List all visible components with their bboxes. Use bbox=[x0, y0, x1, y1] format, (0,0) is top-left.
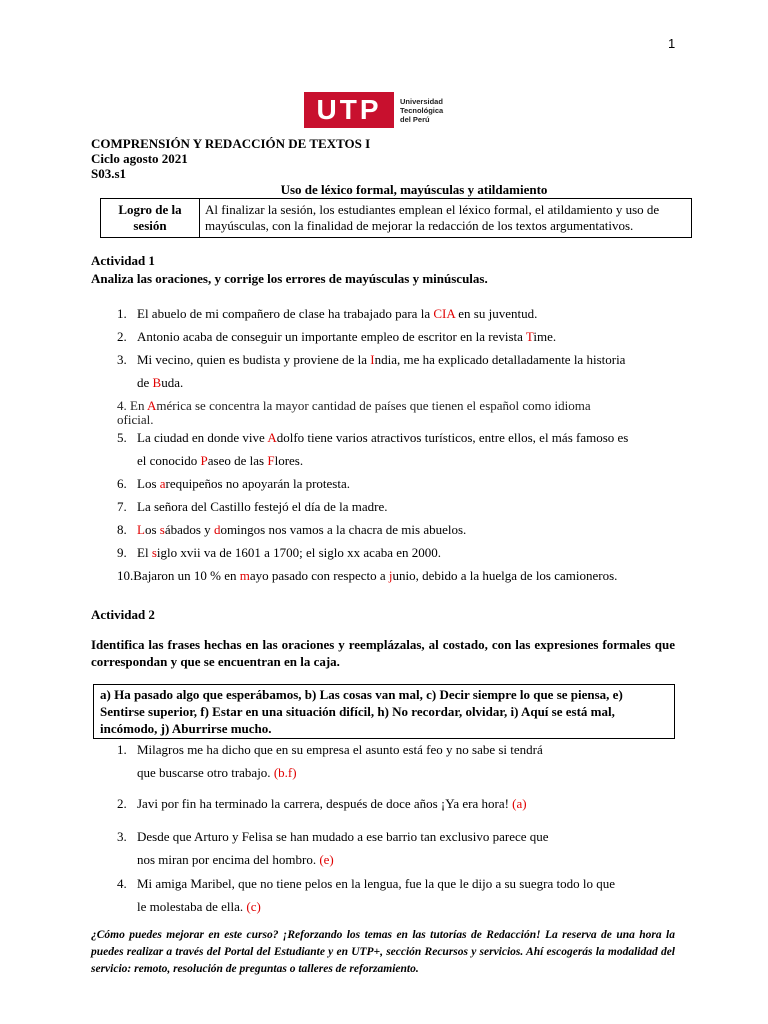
item-number: 9. bbox=[117, 545, 127, 560]
item-number: 8. bbox=[117, 522, 127, 537]
logo-university-name: Universidad Tecnológica del Perú bbox=[400, 96, 444, 124]
corrected-letter: s bbox=[151, 545, 157, 560]
sentence-text: unio, debido a la huelga de los camioneros. bbox=[392, 568, 618, 583]
logro-table bbox=[100, 198, 692, 238]
answer-label: (c) bbox=[246, 899, 261, 914]
sentence-text: Mi amiga Maribel, que no tiene pelos en la lengua, fue la que le dijo a su suegra todo lo que bbox=[137, 876, 615, 891]
corrected-letter: T bbox=[525, 329, 534, 344]
activity-1-item bbox=[117, 426, 692, 472]
sentence-text: oficial. bbox=[117, 412, 154, 427]
sentence-text: aseo de las bbox=[207, 453, 268, 468]
sentence-text: Bajaron un 10 % en bbox=[133, 568, 240, 583]
sentence-text: ime. bbox=[533, 329, 557, 344]
sentence-text: os bbox=[144, 522, 160, 537]
corrected-letter: m bbox=[239, 568, 250, 583]
answer-label: (b.f) bbox=[273, 765, 297, 780]
activity-2-instruction: Identifica las frases hechas en las oraciones y reemplázalas, al costado, con las expresiones formales que correspondan y que se encuentran en la caja. bbox=[91, 637, 675, 669]
sentence-text: omingos nos vamos a la chacra de mis abuelos. bbox=[220, 522, 467, 537]
sentence-text: Desde que Arturo y Felisa se han mudado a ese barrio tan exclusivo parece que bbox=[137, 829, 549, 844]
item-number: 2. bbox=[117, 796, 127, 811]
sentence-text: el conocido bbox=[137, 453, 201, 468]
footer-note: ¿Cómo puedes mejorar en este curso? ¡Reforzando los temas en las tutorías de Redacción! La reserva de una hora la puedes realizar a través del Portal del Estudiante y en UTP+, sección Recursos y servicios. Ahí escogerás la modalidad del servicio: remoto, resolución de preguntas o talleres de reforzamiento. bbox=[91, 929, 675, 975]
utp-logo bbox=[304, 92, 443, 128]
sentence-text: Los bbox=[137, 476, 160, 491]
sentence-text: ndia, me ha explicado detalladamente la historia bbox=[374, 352, 626, 367]
activity-1-item bbox=[117, 518, 692, 541]
session-code: S03.s1 bbox=[91, 166, 127, 181]
item-continuation bbox=[117, 761, 692, 784]
sentence-text: requipeños no apoyarán la protesta. bbox=[165, 476, 350, 491]
item-continuation bbox=[117, 449, 692, 472]
activity-2-item bbox=[117, 792, 692, 815]
corrected-letter: F bbox=[267, 453, 275, 468]
activity-1-item bbox=[117, 325, 692, 348]
item-number: 2. bbox=[117, 329, 127, 344]
page-number: 1 bbox=[668, 36, 676, 51]
item-continuation bbox=[117, 413, 692, 427]
activity-2-item bbox=[117, 738, 692, 784]
corrected-letter: a bbox=[159, 476, 166, 491]
item-number: 10. bbox=[117, 568, 134, 583]
sentence-text: lores. bbox=[274, 453, 304, 468]
item-number: 5. bbox=[117, 430, 127, 445]
activity-2-item bbox=[117, 825, 692, 871]
sentence-text: ayo pasado con respecto a bbox=[249, 568, 389, 583]
activity-1-item bbox=[117, 399, 692, 427]
item-number: 1. bbox=[117, 742, 127, 757]
activity-1-item bbox=[117, 541, 692, 564]
sentence-text: nos miran por encima del hombro. bbox=[137, 852, 320, 867]
activity-1-item bbox=[117, 348, 692, 394]
activity-2-item bbox=[117, 872, 692, 918]
item-number: 3. bbox=[117, 829, 127, 844]
sentence-text: mérica se concentra la mayor cantidad de países que tienen el español como idioma bbox=[156, 398, 591, 413]
sentence-text: le molestaba de ella. bbox=[137, 899, 247, 914]
sentence-text: El abuelo de mi compañero de clase ha trabajado para la bbox=[137, 306, 434, 321]
item-number: 1. bbox=[117, 306, 127, 321]
corrected-letter: B bbox=[152, 375, 162, 390]
corrected-letter: A bbox=[267, 430, 277, 445]
activity-1-item bbox=[117, 564, 692, 587]
activity-1-item bbox=[117, 302, 692, 325]
sentence-text: El bbox=[137, 545, 152, 560]
sentence-text: de bbox=[137, 375, 153, 390]
sentence-text: dolfo tiene varios atractivos turísticos, entre ellos, el más famoso es bbox=[276, 430, 629, 445]
sentence-text: ábados y bbox=[164, 522, 214, 537]
corrected-letter: I bbox=[370, 352, 375, 367]
logo-mark: UTP bbox=[304, 92, 394, 128]
item-number: 4. bbox=[117, 398, 127, 413]
activity-2-title: Actividad 2 bbox=[91, 607, 155, 622]
sentence-text: que buscarse otro trabajo. bbox=[137, 765, 274, 780]
sentence-text: Milagros me ha dicho que en su empresa el asunto está feo y no sabe si tendrá bbox=[137, 742, 543, 757]
item-continuation bbox=[117, 371, 692, 394]
corrected-letter: L bbox=[137, 522, 145, 537]
answer-label: (e) bbox=[319, 852, 334, 867]
sentence-text: En bbox=[126, 398, 147, 413]
corrected-letter: s bbox=[159, 522, 165, 537]
activity-1-title: Actividad 1 bbox=[91, 253, 155, 268]
sentence-text: Antonio acaba de conseguir un importante empleo de escritor en la revista bbox=[137, 329, 526, 344]
item-continuation bbox=[117, 895, 692, 918]
item-number: 3. bbox=[117, 352, 127, 367]
logro-text: Al finalizar la sesión, los estudiantes emplean el léxico formal, el atildamiento y uso de mayúsculas, con la finalidad de mejorar la redacción de los textos argumentativos. bbox=[200, 199, 692, 238]
answer-label: (a) bbox=[512, 796, 527, 811]
sentence-text: La señora del Castillo festejó el día de la madre. bbox=[137, 499, 388, 514]
expressions-box: a) Ha pasado algo que esperábamos, b) Las cosas van mal, c) Decir siempre lo que se piensa, e) Sentirse superior, f) Estar en una situación difícil, h) No recordar, olvidar, i) Aquí se está mal, incómodo, j) Aburrirse mucho. bbox=[93, 684, 675, 739]
item-continuation bbox=[117, 848, 692, 871]
item-number: 7. bbox=[117, 499, 127, 514]
corrected-letter: CIA bbox=[433, 306, 456, 321]
sentence-text: Javi por fin ha terminado la carrera, después de doce años ¡Ya era hora! bbox=[137, 796, 513, 811]
activity-1-item bbox=[117, 495, 692, 518]
corrected-letter: d bbox=[213, 522, 221, 537]
activity-1-item bbox=[117, 472, 692, 495]
item-number: 6. bbox=[117, 476, 127, 491]
sentence-text: uda. bbox=[161, 375, 184, 390]
sentence-text: Mi vecino, quien es budista y proviene de la bbox=[137, 352, 371, 367]
cycle-label: Ciclo agosto 2021 bbox=[91, 151, 188, 166]
corrected-letter: P bbox=[200, 453, 208, 468]
corrected-letter: A bbox=[146, 398, 157, 413]
document-header bbox=[91, 136, 370, 181]
course-title: COMPRENSIÓN Y REDACCIÓN DE TEXTOS I bbox=[91, 136, 371, 151]
corrected-letter: j bbox=[388, 568, 393, 583]
sentence-text: iglo xvii va de 1601 a 1700; el siglo xx acaba en 2000. bbox=[156, 545, 442, 560]
session-subtitle: Uso de léxico formal, mayúsculas y atildamiento bbox=[280, 182, 548, 197]
sentence-text: en su juventud. bbox=[455, 306, 538, 321]
sentence-text: La ciudad en donde vive bbox=[137, 430, 268, 445]
item-number: 4. bbox=[117, 876, 127, 891]
logro-label: Logro de la sesión bbox=[101, 199, 200, 238]
activity-1-instruction: Analiza las oraciones, y corrige los errores de mayúsculas y minúsculas. bbox=[91, 271, 488, 286]
